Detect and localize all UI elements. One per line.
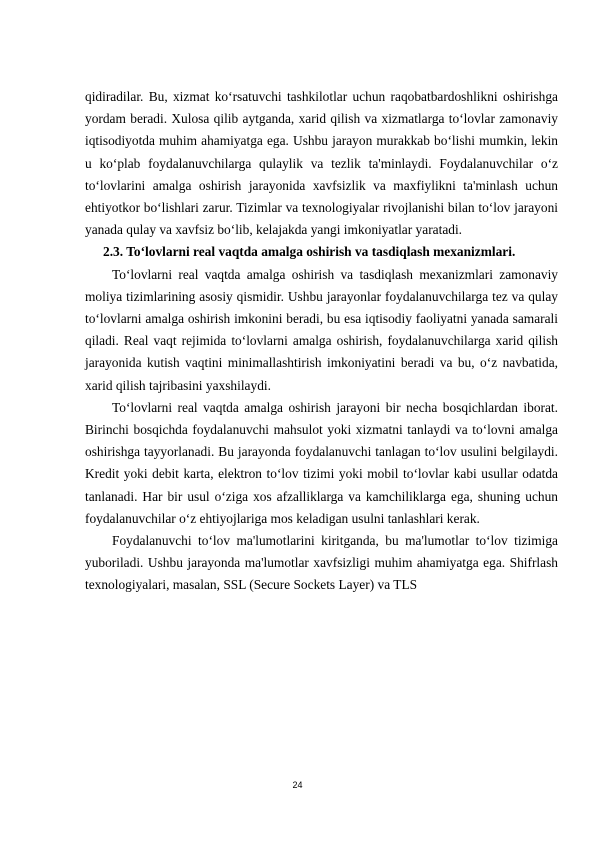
paragraph-real-time-intro: To‘lovlarni real vaqtda amalga oshirish va tasdiqlash mexanizmlari zamonaviy moliya tizimlarining asosiy qismidir. Ushbu jarayonlar foydalanuvchilarga tez va qulay to‘lovlarni amalga oshirish imkonini beradi, bu esa iqtisodiy faoliyatni yanada samarali qiladi. Real vaqt rejimida to‘lovlarni amalga oshirish, foydalanuvchilarga xarid qilish jarayonida kutish vaqtini minimallashtirish imkoniyatini beradi va bu, o‘z navbatida, xarid qilish tajribasini yaxshilaydi. [85, 266, 558, 393]
page-number: 24 [292, 780, 303, 790]
paragraph-data-security: Foydalanuvchi to‘lov ma'lumotlarini kiritganda, bu ma'lumotlar to‘lov tizimiga yuboriladi. Ushbu jarayonda ma'lumotlar xavfsizligi muhim ahamiyatga ega. Shifrlash texnologiyalari, masalan, SSL (Secure Sockets Layer) va TLS [85, 533, 558, 593]
page-body [85, 86, 558, 597]
paragraph-payment-stages: To‘lovlarni real vaqtda amalga oshirish jarayoni bir necha bosqichlardan iborat. Birinchi bosqichda foydalanuvchi mahsulot yoki xizmatni tanlaydi va to‘lovni amalga oshirishga tayyorlanadi. Bu jarayonda foydalanuvchi tanlagan to‘lov usulini belgilaydi. Kredit yoki debit karta, elektron to‘lov tizimi yoki mobil to‘lovlar kabi usullar odatda tanlanadi. Har bir usul o‘ziga xos afzalliklarga va kamchiliklarga ega, shuning uchun foydalanuvchilar o‘z ehtiyojlariga mos keladigan usulni tanlashlari kerak. [85, 399, 558, 526]
paragraph-continuation: qidiradilar. Bu, xizmat ko‘rsatuvchi tashkilotlar uchun raqobatbardoshlikni oshirishga yordam beradi. Xulosa qilib aytganda, xarid qilish va xizmatlarga to‘lovlar zamonaviy iqtisodiyotda muhim ahamiyatga ega. Ushbu jarayon murakkab bo‘lishi mumkin, lekin u ko‘plab foydalanuvchilarga qulaylik va tezlik ta'minlaydi. Foydalanuvchilar o‘z to‘lovlarini amalga oshirish jarayonida xavfsizlik va maxfiylikni ta'minlash uchun ehtiyotkor bo‘lishlari zarur. Tizimlar va texnologiyalar rivojlanishi bilan to‘lov jarayoni yanada qulay va xavfsiz bo‘lib, kelajakda yangi imkoniyatlar yaratadi. [85, 89, 558, 238]
section-heading: 2.3. To‘lovlarni real vaqtda amalga oshirish va tasdiqlash mexanizmlari. [103, 244, 516, 260]
